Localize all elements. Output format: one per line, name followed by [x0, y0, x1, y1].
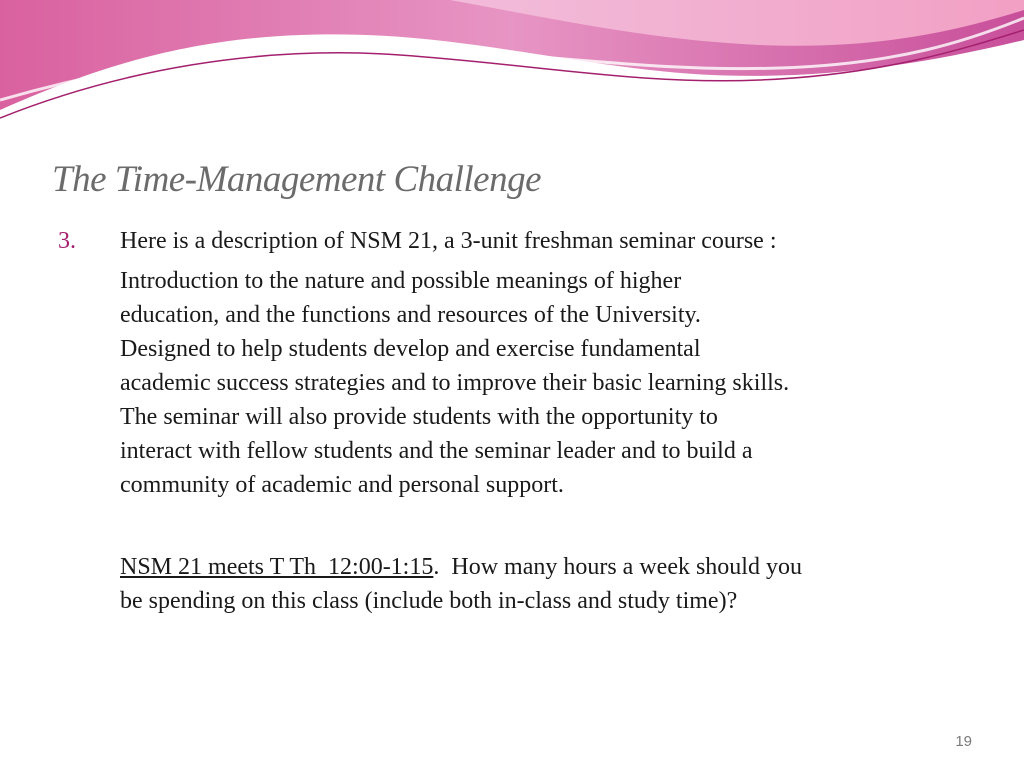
- description-line: education, and the functions and resources of the University.: [120, 302, 701, 328]
- description-line: Designed to help students develop and exercise fundamental: [120, 336, 701, 362]
- description-line: The seminar will also provide students with the opportunity to: [120, 404, 718, 430]
- description-line: Introduction to the nature and possible meanings of higher: [120, 268, 682, 294]
- meeting-time: NSM 21 meets T Th 12:00-1:15: [120, 554, 434, 580]
- decorative-banner: [0, 0, 1024, 130]
- question-line: [120, 550, 990, 584]
- course-description: [120, 264, 990, 502]
- page-number: 19: [955, 733, 972, 750]
- question-text: . How many hours a week should you: [433, 554, 802, 580]
- question-line-2: be spending on this class (include both in-class and study time)?: [120, 588, 738, 614]
- question-block: [120, 550, 990, 618]
- course-intro: Here is a description of NSM 21, a 3-unit freshman seminar course :: [120, 228, 777, 254]
- description-line: interact with fellow students and the seminar leader and to build a: [120, 438, 753, 464]
- description-line: community of academic and personal support.: [120, 472, 564, 498]
- slide-title: The Time-Management Challenge: [52, 159, 542, 200]
- description-line: academic success strategies and to improve their basic learning skills.: [120, 370, 790, 396]
- list-item-number: 3.: [58, 228, 76, 254]
